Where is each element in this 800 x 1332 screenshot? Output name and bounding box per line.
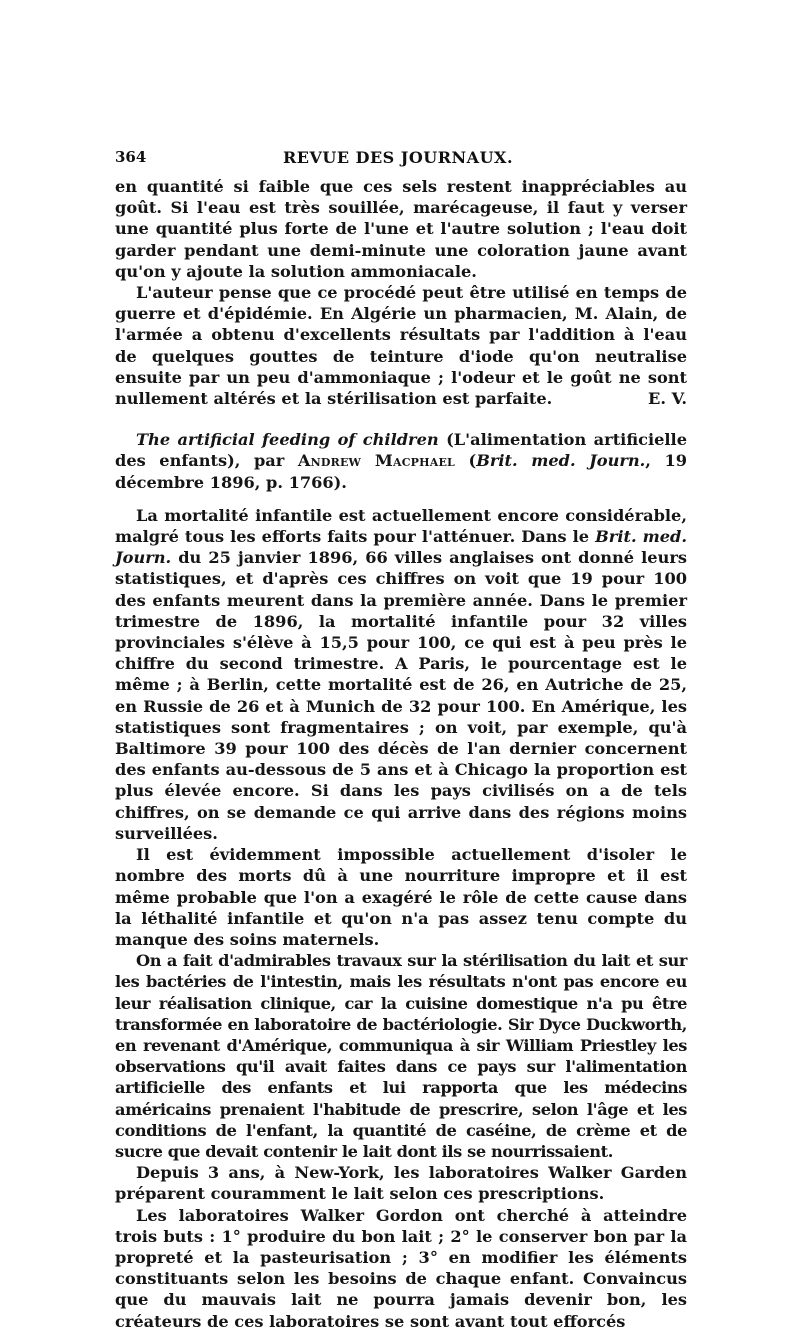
page-body	[115, 176, 687, 1332]
article-author: Andrew Macphael	[297, 451, 455, 471]
article-title-translation: (L'alimentation artificielle des enfants), par	[115, 430, 687, 471]
paragraph-isolation: Il est évidemment impossible actuellement d'isoler le nombre des morts dû à une nourriture impropre et il est même probable que l'on a exagéré le rôle de cette cause dans la léthalité infantile et qu'on n'a pas assez tenu compte du manque des soins maternels.	[115, 845, 687, 949]
citation-open: (	[454, 451, 477, 471]
article-heading	[115, 429, 687, 493]
author-signature: E. V.	[648, 389, 687, 409]
paragraph-mortality-a: La mortalité infantile est actuellement encore considérable, malgré tous les efforts faits pour l'atténuer. Dans le	[115, 505, 687, 547]
paragraph-laboratories: Les laboratoires Walker Gordon ont cherché à atteindre trois buts : 1° produire du bon lait ; 2° le conserver bon par la propreté et la pasteurisation ; 3° en modifier les éléments constituants selon les besoins de chaque enfant. Convaincus que du mauvais lait ne pourra jamais devenir bon, les créateurs de ces laboratoires se sont avant tout efforcés	[115, 1205, 687, 1331]
paragraph-mortality-b: du 25 janvier 1896, 66 villes anglaises ont donné leurs statistiques, et d'après ces chiffres on voit que 19 pour 100 des enfants meurent dans la première année. Dans le premier trimestre de 1896, la mortalité infantile pour 32 villes provinciales s'élève à 15,5 pour 100, ce qui est à peu près le chiffre du second trimestre. A Paris, le pourcentage est le même ; à Berlin, cette mortalité est de 26, en Autriche de 25, en Russie de 26 et à Munich de 32 pour 100. En Amérique, les statistiques sont fragmentaires ; on voit, par exemple, qu'à Baltimore 39 pour 100 des décès de l'an dernier concernent des enfants au-dessous de 5 ans et à Chicago la proportion est plus élevée encore. Si dans les pays civilisés on a de tels chiffres, on se demande ce qui arrive dans des régions moins surveillées.	[115, 548, 687, 843]
paragraph-mortality	[115, 505, 687, 844]
paragraph-war-use-text: L'auteur pense que ce procédé peut être utilisé en temps de guerre et d'épidémie. En Algérie un pharmacien, M. Alain, de l'armée a obtenu d'excellents résultats par l'addition à l'eau de quelques gouttes de teinture d'iode qu'on neutralise ensuite par un peu d'ammoniaque ; l'odeur et le goût ne sont nullement altérés et la stérilisation est parfaite.	[115, 283, 687, 409]
heading-spacer	[115, 493, 687, 505]
page-number: 364	[115, 148, 147, 166]
paragraph-war-use	[115, 282, 687, 409]
citation-journal: Brit. med. Journ.	[476, 451, 646, 471]
page-header	[115, 148, 681, 176]
citation-details: , 19 décembre 1896, p. 1766).	[115, 451, 687, 492]
article-title: The artificial feeding of children	[136, 430, 439, 450]
running-head: REVUE DES JOURNAUX.	[282, 148, 514, 167]
paragraph-mortality-journal: Brit. med. Journ.	[115, 527, 687, 568]
paragraph-continuation: en quantité si faible que ces sels restent inappréciables au goût. Si l'eau est très souillée, marécageuse, il faut y verser une quantité plus forte de l'une et l'autre solution ; l'eau doit garder pendant une demi-minute une coloration jaune avant qu'on y ajoute la solution ammoniacale.	[115, 177, 687, 281]
paragraph-new-york: Depuis 3 ans, à New-York, les laboratoires Walker Garden préparent couramment le lait selon ces prescriptions.	[115, 1163, 687, 1204]
section-spacer	[115, 409, 687, 429]
paragraph-sterilisation: On a fait d'admirables travaux sur la stérilisation du lait et sur les bactéries de l'intestin, mais les résultats n'ont pas encore eu leur réalisation clinique, car la cuisine domestique n'a pu être transformée en laboratoire de bactériologie. Sir Dyce Duckworth, en revenant d'Amérique, communiqua à sir William Priestley les observations qu'il avait faites dans ce pays sur l'alimentation artificielle des enfants et lui rapporta que les médecins américains prenaient l'habitude de prescrire, selon l'âge et les conditions de l'enfant, la quantité de caséine, de crème et de sucre que devait contenir le lait dont ils se nourrissaient.	[115, 951, 687, 1161]
